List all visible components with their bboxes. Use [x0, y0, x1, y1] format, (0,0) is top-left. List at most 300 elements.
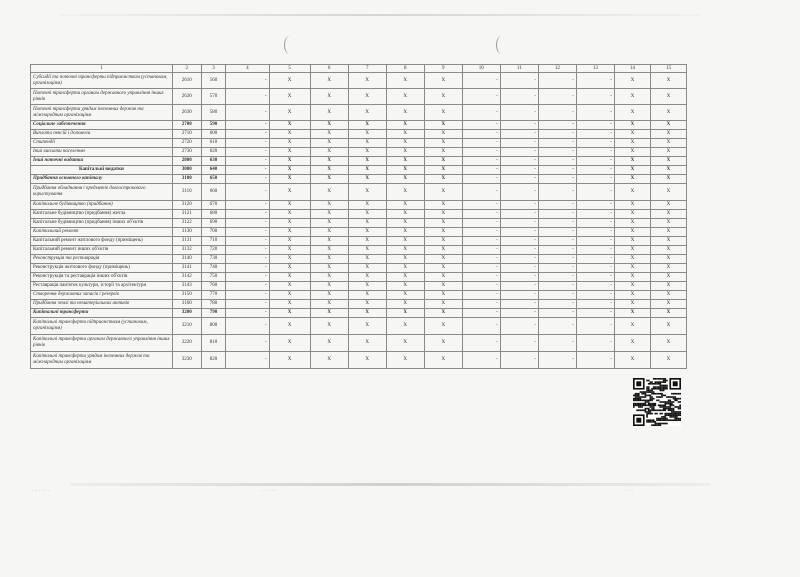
row-cell: X	[310, 184, 348, 201]
row-cell: -	[226, 273, 269, 282]
header-col-number: 6	[310, 65, 348, 73]
header-col-number: 15	[650, 65, 686, 73]
row-cell: X	[269, 228, 310, 237]
row-cell: X	[614, 282, 650, 291]
row-cell: X	[269, 184, 310, 201]
table-row	[31, 148, 687, 157]
row-code: 3110	[172, 184, 201, 201]
row-cell: X	[424, 166, 462, 175]
header-col-number: 9	[424, 65, 462, 73]
row-code: 2730	[172, 148, 201, 157]
row-cell: X	[310, 237, 348, 246]
row-cell: X	[348, 282, 386, 291]
row-cell: X	[386, 157, 424, 166]
row-cell: -	[226, 175, 269, 184]
row-cell: X	[386, 291, 424, 300]
row-cell: X	[614, 121, 650, 130]
row-cell: X	[614, 291, 650, 300]
row-cell: X	[650, 291, 686, 300]
row-line-number: 690	[201, 219, 226, 228]
row-cell: X	[424, 282, 462, 291]
row-cell: -	[576, 291, 614, 300]
row-cell: -	[226, 73, 269, 89]
row-cell: -	[462, 166, 500, 175]
row-cell: X	[310, 148, 348, 157]
row-cell: -	[576, 318, 614, 335]
row-code: 3220	[172, 335, 201, 352]
row-cell: X	[348, 264, 386, 273]
row-cell: -	[538, 184, 576, 201]
row-cell: X	[386, 139, 424, 148]
row-line-number: 730	[201, 255, 226, 264]
row-name: Капітальні трансферти підприємствам (установам, організаціям)	[31, 318, 173, 335]
row-cell: -	[226, 166, 269, 175]
row-cell: -	[462, 246, 500, 255]
row-cell: X	[424, 228, 462, 237]
punch-hole-left	[284, 36, 295, 54]
row-line-number: 640	[201, 166, 226, 175]
row-cell: -	[538, 282, 576, 291]
row-cell: X	[650, 228, 686, 237]
table-row	[31, 335, 687, 352]
row-name: Капітальні видатки	[31, 166, 173, 175]
row-line-number: 590	[201, 121, 226, 130]
row-cell: X	[386, 264, 424, 273]
row-cell: X	[348, 335, 386, 352]
row-cell: -	[576, 139, 614, 148]
row-cell: X	[424, 219, 462, 228]
row-cell: -	[500, 318, 538, 335]
table-row	[31, 291, 687, 300]
row-name: Капітальне будівництво (придбання)	[31, 201, 173, 210]
row-cell: -	[576, 309, 614, 318]
table-row	[31, 175, 687, 184]
row-line-number: 740	[201, 264, 226, 273]
row-code: 3131	[172, 237, 201, 246]
row-cell: X	[348, 237, 386, 246]
row-cell: X	[269, 291, 310, 300]
row-cell: X	[386, 237, 424, 246]
row-cell: X	[348, 309, 386, 318]
row-cell: X	[614, 105, 650, 121]
row-line-number: 560	[201, 73, 226, 89]
row-line-number: 670	[201, 201, 226, 210]
row-cell: X	[386, 175, 424, 184]
row-cell: X	[650, 175, 686, 184]
row-cell: X	[650, 148, 686, 157]
row-cell: -	[538, 157, 576, 166]
header-col-number: 14	[614, 65, 650, 73]
row-cell: -	[538, 148, 576, 157]
table-row	[31, 121, 687, 130]
row-line-number: 820	[201, 352, 226, 369]
row-cell: X	[614, 264, 650, 273]
row-cell: X	[310, 210, 348, 219]
row-cell: X	[614, 210, 650, 219]
row-cell: X	[269, 89, 310, 105]
row-line-number: 780	[201, 300, 226, 309]
row-cell: -	[538, 264, 576, 273]
row-cell: -	[462, 148, 500, 157]
row-name: Соціальне забезпечення	[31, 121, 173, 130]
row-code: 2710	[172, 130, 201, 139]
row-cell: X	[650, 318, 686, 335]
header-col-number: 8	[386, 65, 424, 73]
row-cell: X	[310, 255, 348, 264]
table-row	[31, 255, 687, 264]
row-cell: -	[226, 228, 269, 237]
table-row	[31, 219, 687, 228]
row-cell: X	[650, 335, 686, 352]
row-cell: X	[386, 130, 424, 139]
row-name: Капітальні трансферти органам державного управління інших рівнів	[31, 335, 173, 352]
row-cell: -	[500, 255, 538, 264]
row-cell: -	[576, 335, 614, 352]
row-cell: X	[424, 210, 462, 219]
row-cell: X	[614, 73, 650, 89]
row-line-number: 630	[201, 157, 226, 166]
row-cell: X	[348, 201, 386, 210]
row-cell: -	[226, 300, 269, 309]
row-cell: -	[500, 105, 538, 121]
row-cell: X	[348, 210, 386, 219]
row-cell: X	[348, 130, 386, 139]
row-cell: -	[226, 246, 269, 255]
row-cell: X	[424, 89, 462, 105]
header-col-number: 7	[348, 65, 386, 73]
row-cell: X	[650, 210, 686, 219]
header-col-number: 3	[201, 65, 226, 73]
row-cell: -	[576, 255, 614, 264]
row-cell: X	[348, 184, 386, 201]
header-col-number: 11	[500, 65, 538, 73]
row-cell: -	[576, 246, 614, 255]
row-cell: -	[462, 255, 500, 264]
row-cell: -	[500, 228, 538, 237]
row-cell: -	[500, 130, 538, 139]
row-code: 3160	[172, 300, 201, 309]
row-cell: X	[424, 139, 462, 148]
row-cell: X	[650, 352, 686, 369]
row-cell: -	[538, 352, 576, 369]
row-cell: X	[310, 175, 348, 184]
row-code: 3100	[172, 175, 201, 184]
row-line-number: 720	[201, 246, 226, 255]
row-cell: -	[576, 175, 614, 184]
row-name: Інші поточні видатки	[31, 157, 173, 166]
footer-faint-left: · · · · · ·	[32, 488, 50, 494]
row-name: Реконструкція та реставрація	[31, 255, 173, 264]
row-cell: X	[310, 130, 348, 139]
row-cell: X	[650, 273, 686, 282]
row-cell: X	[386, 121, 424, 130]
row-cell: X	[310, 246, 348, 255]
row-cell: -	[226, 291, 269, 300]
row-line-number: 710	[201, 237, 226, 246]
row-cell: -	[462, 228, 500, 237]
row-code: 3122	[172, 219, 201, 228]
table-row	[31, 166, 687, 175]
row-cell: -	[462, 264, 500, 273]
row-cell: X	[650, 264, 686, 273]
row-cell: X	[269, 166, 310, 175]
row-cell: X	[650, 309, 686, 318]
row-cell: -	[576, 166, 614, 175]
row-cell: -	[462, 309, 500, 318]
row-cell: -	[500, 166, 538, 175]
row-cell: X	[614, 184, 650, 201]
table-row	[31, 210, 687, 219]
row-cell: -	[500, 291, 538, 300]
row-cell: X	[614, 300, 650, 309]
row-cell: -	[500, 139, 538, 148]
row-cell: X	[348, 89, 386, 105]
header-col-number: 1	[31, 65, 173, 73]
row-code: 2720	[172, 139, 201, 148]
row-name: Поточні трансферти органам державного управління інших рівнів	[31, 89, 173, 105]
row-cell: X	[310, 352, 348, 369]
row-cell: X	[348, 175, 386, 184]
row-cell: X	[650, 105, 686, 121]
row-cell: X	[424, 105, 462, 121]
row-cell: X	[269, 201, 310, 210]
row-cell: -	[500, 89, 538, 105]
row-cell: -	[576, 352, 614, 369]
row-line-number: 750	[201, 273, 226, 282]
row-cell: X	[310, 73, 348, 89]
row-cell: X	[650, 166, 686, 175]
row-cell: -	[538, 139, 576, 148]
row-cell: X	[614, 255, 650, 264]
table-row	[31, 273, 687, 282]
row-cell: -	[462, 121, 500, 130]
row-cell: -	[462, 175, 500, 184]
row-cell: -	[538, 300, 576, 309]
table-row	[31, 228, 687, 237]
row-cell: X	[614, 201, 650, 210]
row-cell: -	[462, 210, 500, 219]
row-cell: -	[576, 148, 614, 157]
row-line-number: 760	[201, 282, 226, 291]
row-cell: X	[650, 237, 686, 246]
row-cell: -	[226, 139, 269, 148]
row-cell: X	[386, 184, 424, 201]
row-line-number: 790	[201, 309, 226, 318]
row-line-number: 620	[201, 148, 226, 157]
row-cell: X	[614, 318, 650, 335]
row-cell: X	[614, 228, 650, 237]
row-cell: X	[269, 335, 310, 352]
row-cell: X	[269, 237, 310, 246]
row-cell: X	[348, 157, 386, 166]
row-cell: X	[348, 148, 386, 157]
row-cell: X	[650, 255, 686, 264]
row-cell: X	[269, 318, 310, 335]
table-row	[31, 300, 687, 309]
row-cell: X	[650, 201, 686, 210]
row-cell: X	[614, 166, 650, 175]
row-cell: X	[348, 219, 386, 228]
row-cell: -	[576, 73, 614, 89]
row-cell: X	[269, 139, 310, 148]
row-code: 3200	[172, 309, 201, 318]
row-cell: X	[386, 73, 424, 89]
row-cell: X	[310, 89, 348, 105]
row-cell: X	[424, 291, 462, 300]
table-row	[31, 352, 687, 369]
row-cell: -	[500, 352, 538, 369]
row-name: Виплата пенсій і допомоги	[31, 130, 173, 139]
row-cell: X	[269, 73, 310, 89]
row-cell: -	[226, 210, 269, 219]
row-cell: X	[310, 157, 348, 166]
row-cell: X	[386, 89, 424, 105]
row-cell: -	[538, 309, 576, 318]
row-cell: X	[348, 73, 386, 89]
row-cell: X	[310, 264, 348, 273]
table-row	[31, 130, 687, 139]
row-cell: -	[462, 73, 500, 89]
row-cell: -	[500, 246, 538, 255]
row-code: 3210	[172, 318, 201, 335]
row-cell: -	[226, 89, 269, 105]
row-line-number: 810	[201, 335, 226, 352]
row-name: Капітальний ремонт інших об'єктів	[31, 246, 173, 255]
footer-faint-right: · · ·	[625, 488, 633, 494]
row-cell: -	[462, 201, 500, 210]
row-cell: X	[348, 318, 386, 335]
row-cell: -	[538, 105, 576, 121]
row-code: 2630	[172, 105, 201, 121]
row-cell: X	[386, 318, 424, 335]
row-name: Реставрація пам'яток культури, історії та архітектури	[31, 282, 173, 291]
row-cell: -	[462, 318, 500, 335]
row-cell: -	[576, 157, 614, 166]
row-code: 2610	[172, 73, 201, 89]
row-cell: -	[538, 318, 576, 335]
row-cell: -	[500, 264, 538, 273]
row-cell: X	[386, 201, 424, 210]
row-cell: -	[226, 318, 269, 335]
row-line-number: 570	[201, 89, 226, 105]
row-cell: -	[500, 121, 538, 130]
row-cell: X	[310, 335, 348, 352]
row-cell: -	[500, 175, 538, 184]
row-cell: X	[348, 255, 386, 264]
row-cell: X	[424, 237, 462, 246]
row-cell: X	[386, 335, 424, 352]
row-name: Капітальне будівництво (придбання) житла	[31, 210, 173, 219]
scan-artifact-top	[60, 14, 700, 16]
header-col-number: 10	[462, 65, 500, 73]
row-cell: -	[500, 273, 538, 282]
row-cell: X	[614, 352, 650, 369]
row-cell: X	[269, 255, 310, 264]
row-line-number: 660	[201, 184, 226, 201]
row-cell: -	[462, 139, 500, 148]
row-cell: -	[226, 201, 269, 210]
row-line-number: 800	[201, 318, 226, 335]
row-name: Капітальний ремонт	[31, 228, 173, 237]
row-cell: -	[500, 210, 538, 219]
row-cell: X	[424, 335, 462, 352]
row-cell: X	[424, 175, 462, 184]
row-cell: X	[386, 255, 424, 264]
row-code: 3141	[172, 264, 201, 273]
row-cell: X	[424, 130, 462, 139]
row-code: 3143	[172, 282, 201, 291]
row-cell: X	[269, 264, 310, 273]
table-row	[31, 264, 687, 273]
row-cell: X	[348, 105, 386, 121]
expenditure-report-table	[30, 64, 687, 369]
row-cell: X	[348, 139, 386, 148]
table-row	[31, 73, 687, 89]
row-name: Реконструкція житлового фонду (приміщень)	[31, 264, 173, 273]
table-row	[31, 282, 687, 291]
row-line-number: 580	[201, 105, 226, 121]
row-cell: X	[614, 309, 650, 318]
header-col-number: 5	[269, 65, 310, 73]
row-line-number: 680	[201, 210, 226, 219]
row-line-number: 770	[201, 291, 226, 300]
row-code: 3130	[172, 228, 201, 237]
row-cell: X	[386, 105, 424, 121]
row-cell: X	[650, 300, 686, 309]
row-cell: X	[424, 73, 462, 89]
row-cell: X	[269, 246, 310, 255]
row-cell: X	[348, 228, 386, 237]
table-row	[31, 89, 687, 105]
row-cell: X	[386, 300, 424, 309]
row-cell: X	[386, 282, 424, 291]
row-cell: -	[538, 130, 576, 139]
row-cell: X	[614, 139, 650, 148]
row-cell: -	[576, 105, 614, 121]
row-cell: X	[269, 130, 310, 139]
row-cell: X	[650, 219, 686, 228]
row-cell: X	[650, 157, 686, 166]
row-cell: -	[500, 201, 538, 210]
row-cell: -	[576, 228, 614, 237]
row-cell: X	[386, 148, 424, 157]
header-col-number: 2	[172, 65, 201, 73]
row-cell: -	[226, 157, 269, 166]
table-row	[31, 201, 687, 210]
row-cell: -	[538, 228, 576, 237]
qr-code	[633, 378, 681, 426]
table-row	[31, 157, 687, 166]
row-cell: X	[614, 219, 650, 228]
row-name: Придбання землі та нематеріальних активів	[31, 300, 173, 309]
row-cell: X	[310, 300, 348, 309]
row-cell: -	[226, 130, 269, 139]
row-cell: X	[310, 291, 348, 300]
row-cell: X	[269, 175, 310, 184]
row-cell: X	[386, 166, 424, 175]
row-cell: X	[310, 219, 348, 228]
row-cell: -	[576, 273, 614, 282]
row-cell: X	[650, 121, 686, 130]
row-cell: -	[500, 282, 538, 291]
row-cell: X	[310, 228, 348, 237]
row-cell: X	[269, 273, 310, 282]
row-name: Стипендії	[31, 139, 173, 148]
row-code: 3230	[172, 352, 201, 369]
row-cell: -	[576, 89, 614, 105]
row-cell: X	[269, 105, 310, 121]
row-code: 3121	[172, 210, 201, 219]
